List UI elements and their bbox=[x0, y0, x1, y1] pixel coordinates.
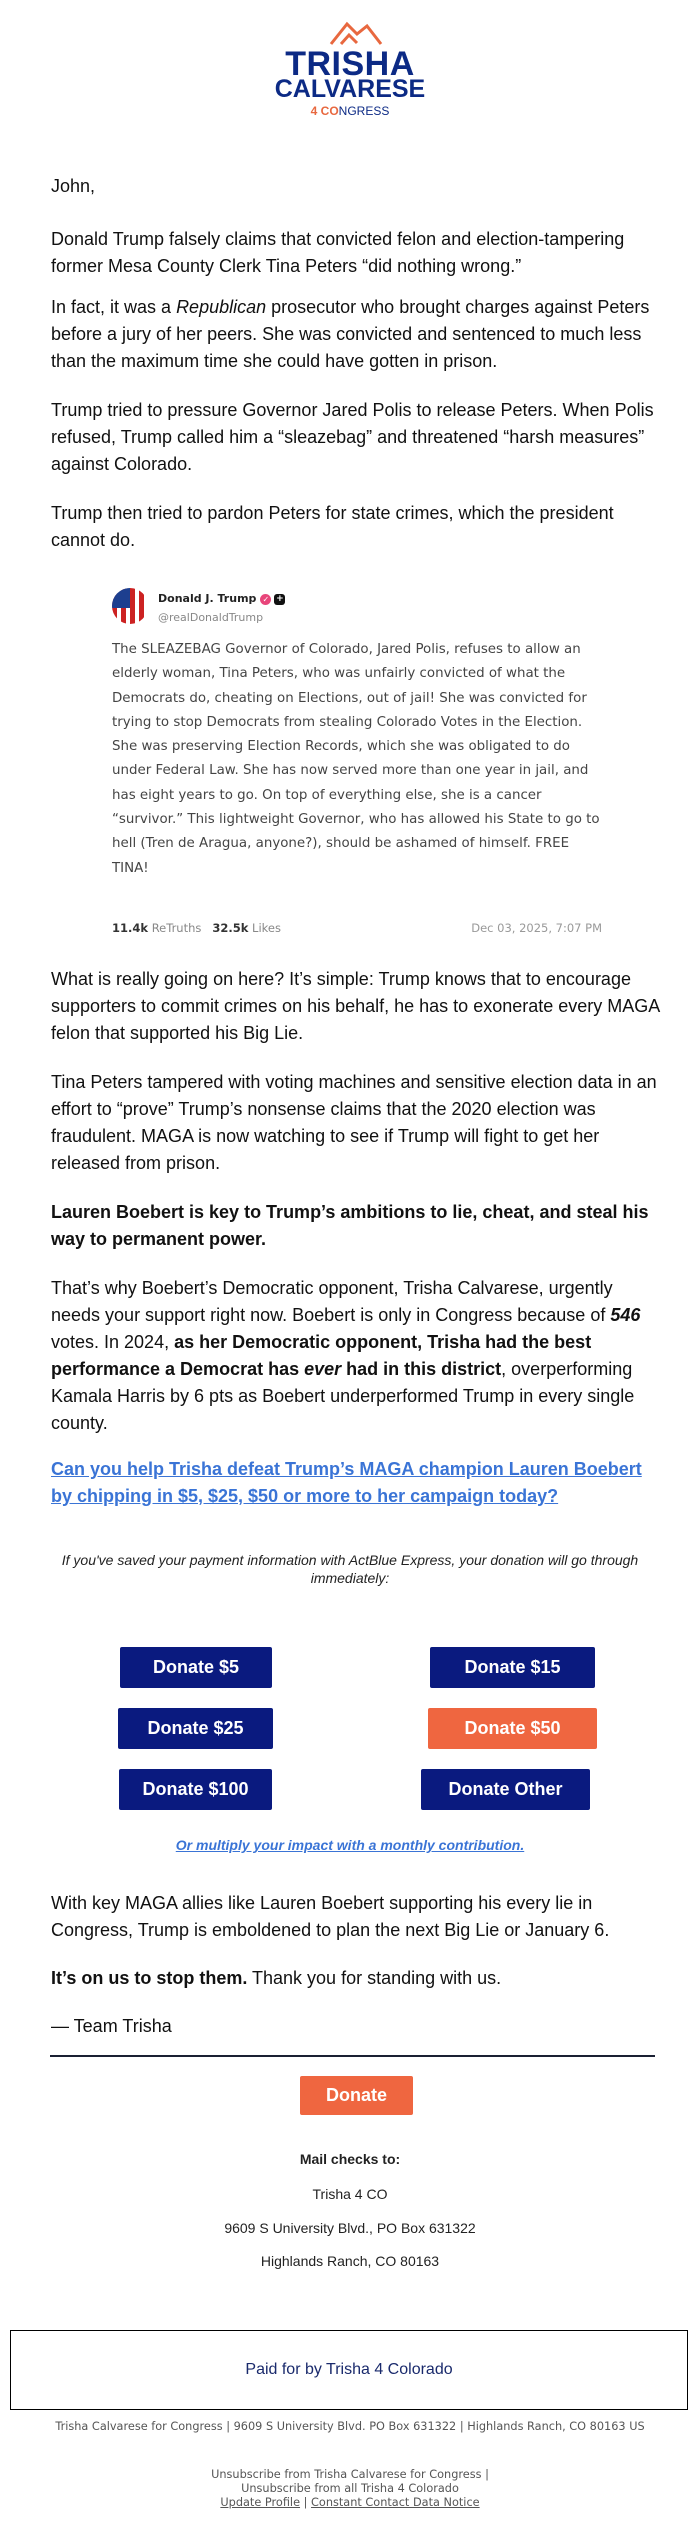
donate-15-button[interactable]: Donate $15 bbox=[430, 1647, 595, 1688]
unsubscribe-all-link[interactable]: Unsubscribe from all Trisha 4 Colorado bbox=[241, 2482, 459, 2495]
greeting: John, bbox=[51, 176, 96, 196]
verified-badge-icon: ✓ bbox=[260, 594, 271, 605]
unsubscribe-link[interactable]: Unsubscribe from Trisha Calvarese for Congress bbox=[211, 2468, 482, 2481]
logo-name-first: TRISHA bbox=[285, 45, 415, 83]
mail-recipient: Trisha 4 CO bbox=[312, 2186, 388, 2202]
plus-badge-icon: + bbox=[276, 593, 284, 604]
post-stats: 11.4k ReTruths 32.5k Likes Dec 03, 2025, 7:07 PM bbox=[112, 921, 602, 935]
footer-address: Trisha Calvarese for Congress | 9609 S University Blvd. PO Box 631322 | Highlands Ranch, CO 80163 US bbox=[55, 2420, 645, 2433]
paragraph-9: With key MAGA allies like Lauren Boebert supporting his every lie in Congress, Trump is emboldened to plan the next Big Lie or January 6. bbox=[51, 1893, 610, 1940]
post-handle: @realDonaldTrump bbox=[158, 611, 264, 624]
divider bbox=[50, 2055, 655, 2057]
logo-subtitle: 4 CONGRESS bbox=[310, 104, 390, 118]
mail-checks-heading: Mail checks to: bbox=[299, 2151, 401, 2167]
donate-button[interactable]: Donate bbox=[300, 2076, 413, 2115]
mountain-icon bbox=[327, 16, 387, 48]
donate-other-button[interactable]: Donate Other bbox=[421, 1769, 590, 1810]
campaign-logo bbox=[0, 8, 700, 118]
post-author: Donald J. Trump ✓ + bbox=[158, 592, 284, 605]
donate-100-button[interactable]: Donate $100 bbox=[119, 1769, 272, 1810]
monthly-contribution bbox=[0, 1837, 700, 1853]
actblue-express-note: If you've saved your payment information with ActBlue Express, your donation will go through immediately: bbox=[61, 1552, 639, 1586]
avatar bbox=[112, 588, 148, 624]
post-date: Dec 03, 2025, 7:07 PM bbox=[471, 921, 602, 935]
mail-street: 9609 S University Blvd., PO Box 631322 bbox=[224, 2220, 476, 2236]
signoff: — Team Trisha bbox=[51, 2016, 172, 2036]
cta-paragraph bbox=[51, 1456, 661, 1510]
update-profile-link[interactable]: Update Profile bbox=[220, 2496, 301, 2509]
logo-name-last: CALVARESE bbox=[274, 75, 426, 103]
paid-for-disclaimer: Paid for by Trisha 4 Colorado bbox=[10, 2330, 688, 2410]
donate-5-button[interactable]: Donate $5 bbox=[120, 1647, 272, 1688]
paragraph-6: Tina Peters tampered with voting machines and sensitive election data in an effort to “prove” Trump’s nonsense claims that the 2020 election was fraudulent. MAGA is now watching to see if Trump will fight to get her released from prison. bbox=[51, 1072, 657, 1173]
paragraph-4: Trump then tried to pardon Peters for state crimes, which the president cannot do. bbox=[51, 503, 614, 550]
data-notice-link[interactable]: Constant Contact Data Notice bbox=[311, 2496, 480, 2509]
donate-cta-link[interactable]: Can you help Trisha defeat Trump’s MAGA champion Lauren Boebert by chipping in $5, $25, $50 or more to her campaign today? bbox=[51, 1459, 642, 1506]
paragraph-7: Lauren Boebert is key to Trump’s ambitions to lie, cheat, and steal his way to permanent power. bbox=[51, 1202, 649, 1249]
footer-links: Unsubscribe from Trisha Calvarese for Congress | Unsubscribe from all Trisha 4 Colorado Update Profile | Constant Contact Data Notice bbox=[211, 2468, 489, 2509]
donate-50-button[interactable]: Donate $50 bbox=[428, 1708, 597, 1749]
paragraph-2: In fact, it was a Republican prosecutor who brought charges against Peters before a jury of her peers. She was convicted and sentenced to much less than the maximum time she could have gotten in prison. bbox=[51, 297, 650, 371]
monthly-contribution-link[interactable]: Or multiply your impact with a monthly contribution. bbox=[175, 1837, 525, 1853]
paragraph-10: It’s on us to stop them. Thank you for standing with us. bbox=[51, 1968, 502, 1988]
truth-social-post-embed bbox=[110, 578, 610, 948]
donate-25-button[interactable]: Donate $25 bbox=[118, 1708, 273, 1749]
paragraph-3: Trump tried to pressure Governor Jared Polis to release Peters. When Polis refused, Trump called him a “sleazebag” and threatened “harsh measures” against Colorado. bbox=[51, 400, 654, 474]
mail-city: Highlands Ranch, CO 80163 bbox=[260, 2253, 440, 2269]
paragraph-1: Donald Trump falsely claims that convicted felon and election-tampering former Mesa County Clerk Tina Peters “did nothing wrong.” bbox=[51, 229, 625, 276]
paragraph-8: That’s why Boebert’s Democratic opponent, Trisha Calvarese, urgently needs your support right now. Boebert is only in Congress because of 546 votes. In 2024, as her Democratic opponent, Trisha had the best performance a Democrat has ever had in this district, overperforming Kamala Harris by 6 pts as Boebert underperformed Trump in every single county. bbox=[51, 1278, 641, 1433]
post-body: The SLEAZEBAG Governor of Colorado, Jared Polis, refuses to allow an elderly woman, Tina Peters, who was unfairly convicted of what the Democrats do, cheating on Elections, out of jail! She was convicted for trying to stop Democrats from stealing Colorado Votes in the Election. She was preserving Election Records, which she was obligated to do under Federal Law. She has now served more than one year in jail, and has eight years to go. On top of everything else, she is a cancer “survivor.” This lightweight Governor, who has allowed his State to go to hell (Tren de Aragua, anyone?), should be ashamed of himself. FREE TINA! bbox=[112, 642, 600, 876]
paragraph-5: What is really going on here? It’s simple: Trump knows that to encourage supporters to commit crimes on his behalf, he has to exonerate every MAGA felon that supported his Big Lie. bbox=[51, 969, 660, 1043]
